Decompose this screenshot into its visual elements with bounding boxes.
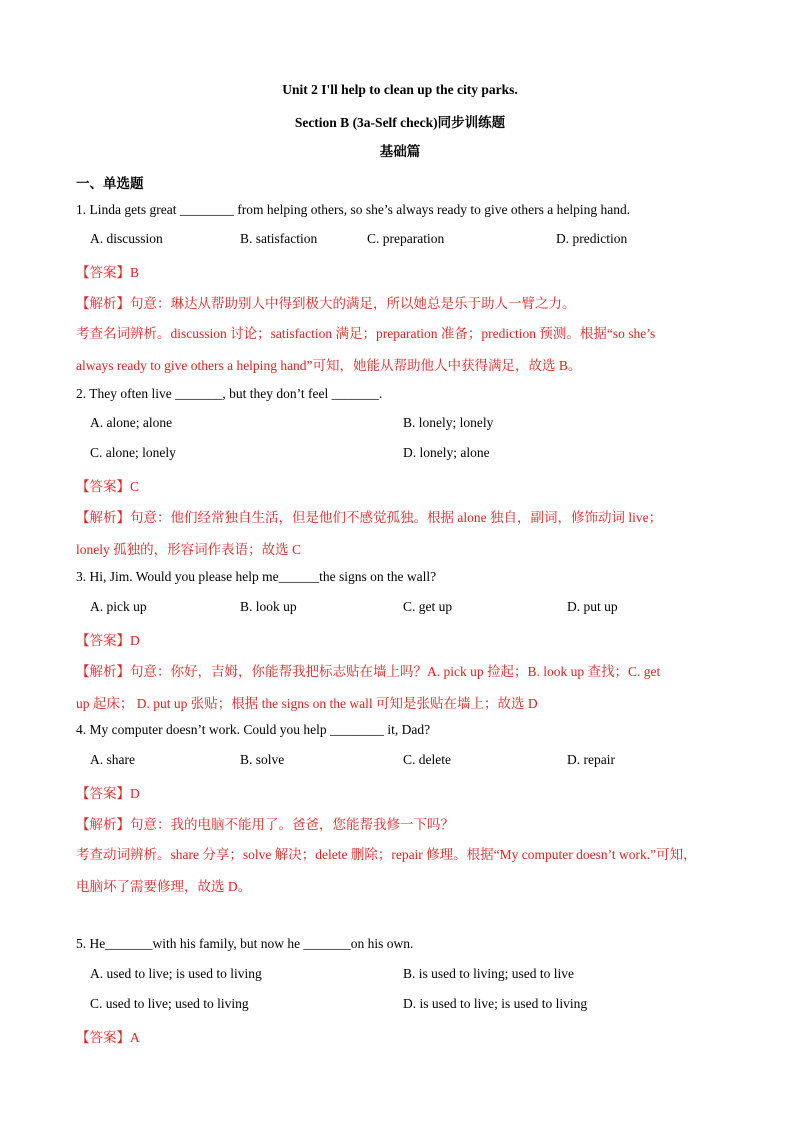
analysis-line: 考查名词辨析。discussion 讨论；satisfaction 满足；preparation 准备；prediction 预测。根据“so she’s [76, 326, 656, 341]
analysis-line: always ready to give others a helping hand”可知，她能从帮助他人中获得满足，故选 B。 [76, 358, 582, 373]
option-a: A. alone; alone [90, 415, 173, 430]
option-d: D. put up [567, 599, 618, 614]
option-d: D. repair [567, 752, 615, 767]
level-heading: 基础篇 [379, 144, 421, 159]
option-c: C. alone; lonely [90, 445, 176, 460]
option-a: A. used to live; is used to living [90, 966, 262, 981]
answer-label: 【答案】B [76, 265, 140, 280]
document-title: Unit 2 I'll help to clean up the city parks. [282, 82, 518, 97]
answer-label: 【答案】D [76, 633, 140, 648]
option-d: D. is used to live; is used to living [403, 996, 588, 1011]
question-stem: 5. He_______with his family, but now he _______on his own. [76, 936, 414, 951]
option-c: C. preparation [367, 231, 445, 246]
analysis-line: 【解析】句意：我的电脑不能用了。爸爸，您能帮我修一下吗？ [76, 817, 454, 832]
question-stem: 3. Hi, Jim. Would you please help me______the signs on the wall? [76, 569, 437, 584]
option-b: B. solve [240, 752, 285, 767]
option-b: B. look up [240, 599, 297, 614]
answer-label: 【答案】D [76, 786, 140, 801]
analysis-line: lonely 孤独的，形容词作表语；故选 C [76, 542, 301, 557]
analysis-line: 【解析】句意：他们经常独自生活，但是他们不感觉孤独。根据 alone 独自，副词，修饰动词 live； [76, 510, 663, 525]
option-a: A. share [90, 752, 135, 767]
answer-label: 【答案】C [76, 479, 140, 494]
option-d: D. lonely; alone [403, 445, 490, 460]
question-stem: 4. My computer doesn’t work. Could you help ________ it, Dad? [76, 722, 431, 737]
analysis-line: 电脑坏了需要修理，故选 D。 [76, 879, 252, 894]
option-b: B. lonely; lonely [403, 415, 494, 430]
option-b: B. satisfaction [240, 231, 318, 246]
option-a: A. discussion [90, 231, 163, 246]
analysis-line: 考查动词辨析。share 分享；solve 解决；delete 删除；repair 修理。根据“My computer doesn’t work.”可知， [76, 847, 697, 862]
option-a: A. pick up [90, 599, 147, 614]
option-d: D. prediction [556, 231, 628, 246]
section-heading: 一、单选题 [76, 176, 144, 191]
document-subtitle: Section B (3a-Self check)同步训练题 [294, 115, 506, 130]
question-stem: 2. They often live _______, but they don’t feel _______. [76, 386, 383, 401]
analysis-line: 【解析】句意：你好，吉姆，你能帮我把标志贴在墙上吗？A. pick up 捡起；B. look up 查找；C. get [76, 664, 661, 679]
analysis-line: up 起床； D. put up 张贴；根据 the signs on the wall 可知是张贴在墙上；故选 D [76, 696, 538, 711]
answer-label: 【答案】A [76, 1030, 140, 1045]
option-c: C. used to live; used to living [90, 996, 249, 1011]
question-stem: 1. Linda gets great ________ from helping others, so she’s always ready to give others a helping hand. [76, 202, 631, 217]
analysis-line: 【解析】句意：琳达从帮助别人中得到极大的满足，所以她总是乐于助人一臂之力。 [76, 296, 576, 311]
option-c: C. delete [403, 752, 451, 767]
option-c: C. get up [403, 599, 453, 614]
option-b: B. is used to living; used to live [403, 966, 574, 981]
